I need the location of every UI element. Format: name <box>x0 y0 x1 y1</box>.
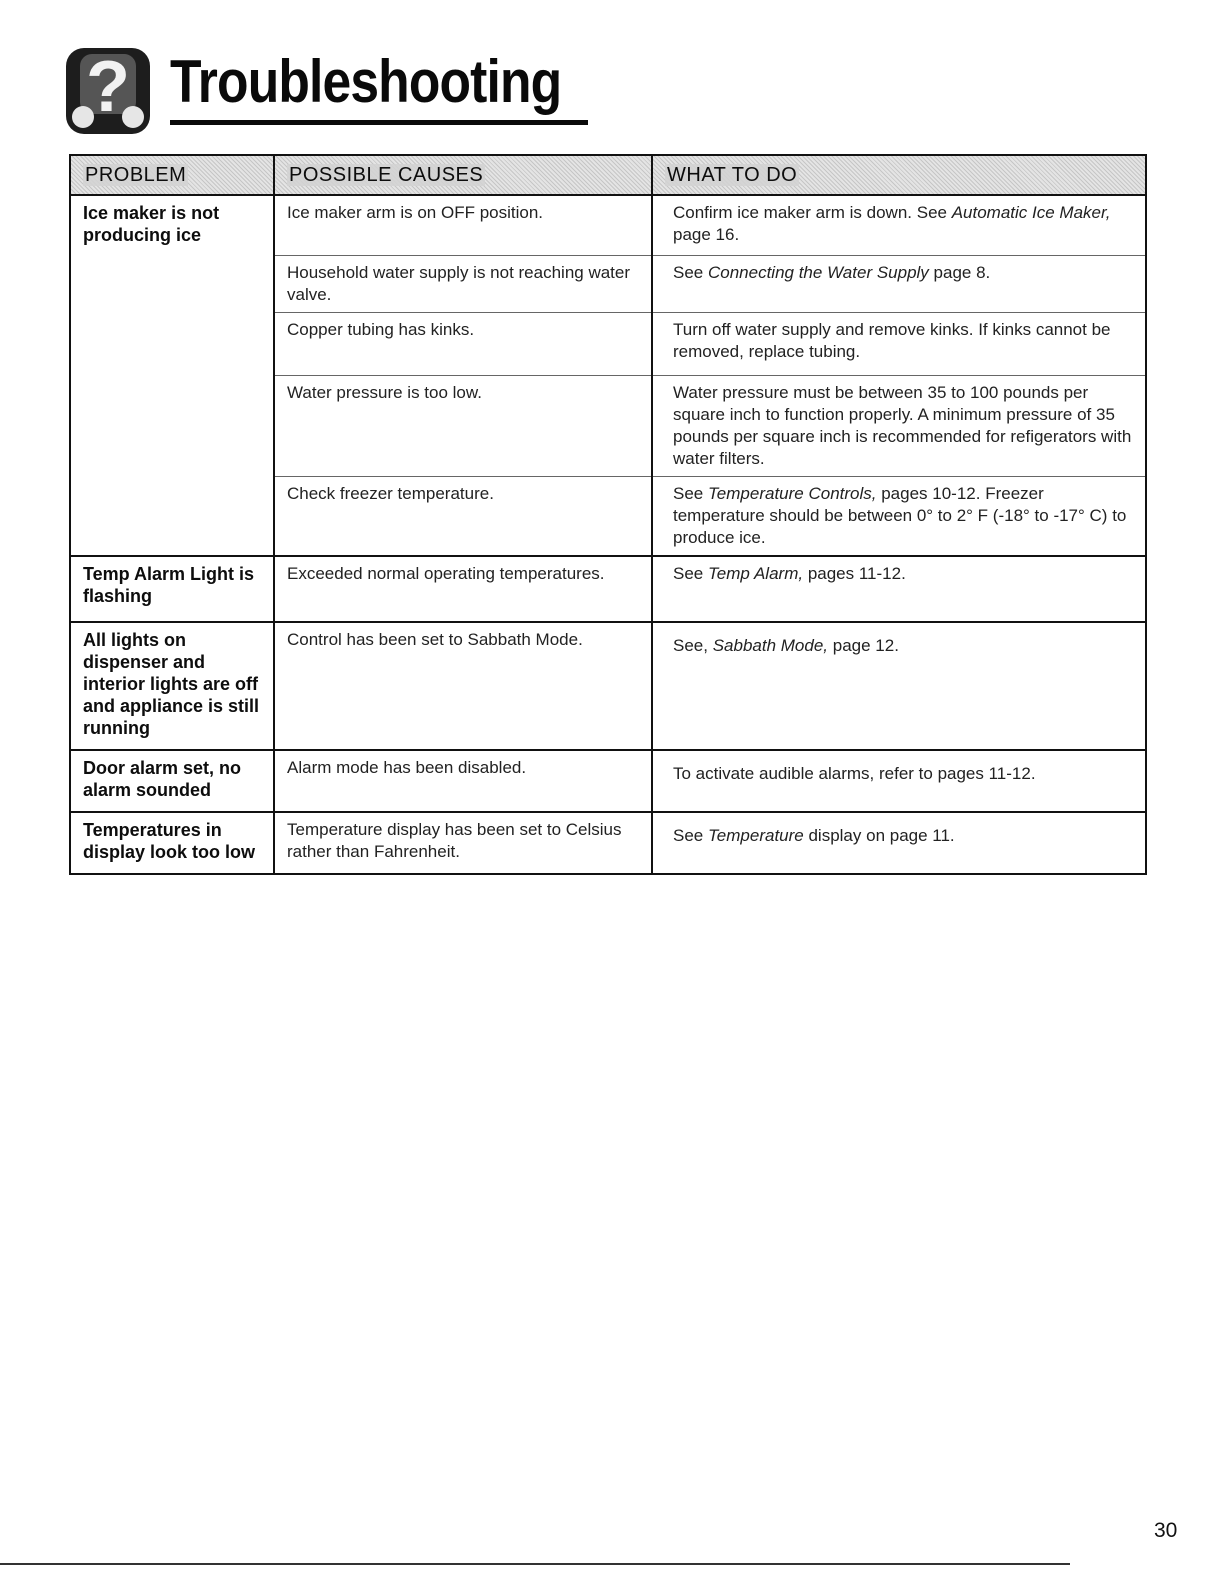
todo-cell: Confirm ice maker arm is down. See Automatic Ice Maker, page 16. <box>652 195 1146 255</box>
todo-cell: See Temp Alarm, pages 11-12. <box>652 556 1146 622</box>
footer-rule <box>0 1563 1070 1565</box>
cause-cell: Water pressure is too low. <box>274 375 652 476</box>
troubleshooting-table <box>69 154 1147 875</box>
problem-cell: All lights on dispenser and interior lights are off and appliance is still running <box>70 622 274 750</box>
todo-cell: See Temperature Controls, pages 10-12. Freezer temperature should be between 0° to 2° F (-18° to -17° C) to produce ice. <box>652 476 1146 556</box>
cause-cell: Exceeded normal operating temperatures. <box>274 556 652 622</box>
cause-cell: Temperature display has been set to Celsius rather than Fahrenheit. <box>274 812 652 874</box>
cause-cell: Ice maker arm is on OFF position. <box>274 195 652 255</box>
problem-cell: Ice maker is not producing ice <box>70 195 274 556</box>
table-row <box>70 622 1146 750</box>
title-underline <box>170 120 588 125</box>
table-row <box>70 195 1146 255</box>
todo-cell: See Temperature display on page 11. <box>652 812 1146 874</box>
column-header-what-to-do: WHAT TO DO <box>652 155 1146 195</box>
table-row <box>70 812 1146 874</box>
cause-cell: Copper tubing has kinks. <box>274 312 652 375</box>
problem-cell: Temp Alarm Light is flashing <box>70 556 274 622</box>
table-row <box>70 750 1146 812</box>
cause-cell: Check freezer temperature. <box>274 476 652 556</box>
todo-cell: See, Sabbath Mode, page 12. <box>652 622 1146 750</box>
cause-cell: Control has been set to Sabbath Mode. <box>274 622 652 750</box>
problem-cell: Temperatures in display look too low <box>70 812 274 874</box>
column-header-problem: PROBLEM <box>70 155 274 195</box>
question-mark-icon <box>66 48 150 134</box>
page-title: Troubleshooting <box>170 48 562 115</box>
problem-cell: Door alarm set, no alarm sounded <box>70 750 274 812</box>
page-number: 30 <box>1154 1519 1178 1542</box>
todo-cell: Turn off water supply and remove kinks. If kinks cannot be removed, replace tubing. <box>652 312 1146 375</box>
table-header-row <box>70 155 1146 195</box>
cause-cell: Household water supply is not reaching water valve. <box>274 255 652 312</box>
cause-cell: Alarm mode has been disabled. <box>274 750 652 812</box>
column-header-possible-causes: POSSIBLE CAUSES <box>274 155 652 195</box>
todo-cell: See Connecting the Water Supply page 8. <box>652 255 1146 312</box>
todo-cell: To activate audible alarms, refer to pages 11-12. <box>652 750 1146 812</box>
table-row <box>70 556 1146 622</box>
todo-cell: Water pressure must be between 35 to 100 pounds per square inch to function properly. A minimum pressure of 35 pounds per square inch is recommended for refigerators with water filters. <box>652 375 1146 476</box>
question-glyph: ? <box>86 47 130 127</box>
